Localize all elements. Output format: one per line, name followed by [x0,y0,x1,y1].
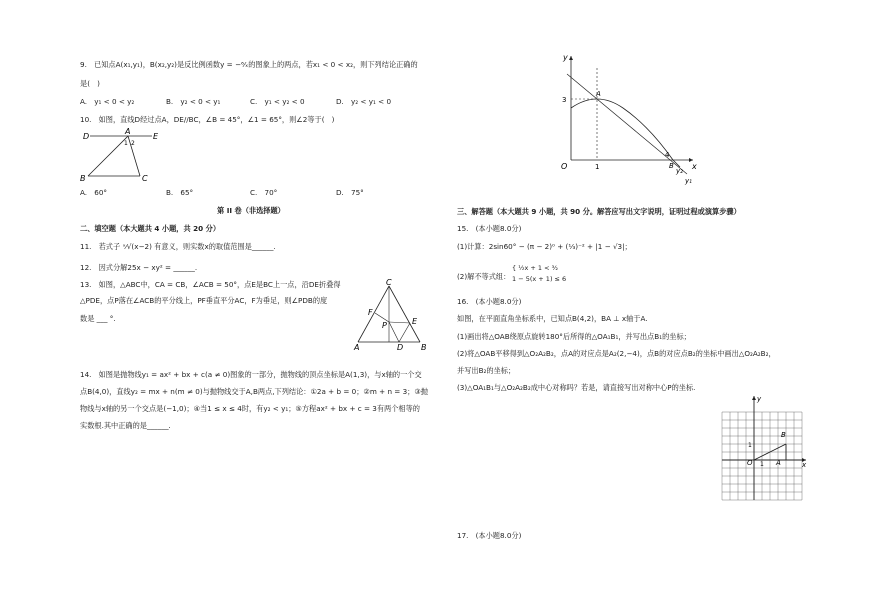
q15-inequality-2: 1 − 5(x + 1) ≤ 6 [512,275,567,283]
side-ca [358,286,389,342]
q13-line-1: 13. 如图，△ABC中，CA = CB，∠ACB = 50°，点E是BC上一点，沿DE折叠得 [80,280,341,289]
label-e: E [412,317,418,326]
label-b: B [421,343,427,352]
label-f: F [368,308,373,317]
parabola-y1 [571,99,680,167]
q9-text: 9. 已知点A(x₁,y₁)，B(x₂,y₂)是反比例函数y = −⁶⁄ₓ的图象上的两点，若x₁ < 0 < x₂，则下列结论正确的 [80,60,418,69]
label-b: B [781,431,786,439]
q16-line-1: 如图，在平面直角坐标系中，已知点B(4,2)，BA ⊥ x轴于A. [457,314,648,323]
segment-ed [399,323,410,342]
q14-line-2: 点B(4,0)，直线y₂ = mx + n(m ≠ 0)与抛物线交于A,B两点,下列结论：①2a + b = 0；②m + n = 3；③抛 [80,387,428,396]
label-origin: O [747,459,753,467]
label-a: A [354,343,360,352]
label-y2: y₂ [676,167,683,175]
q14-line-3: 物线与x轴的另一个交点是(−1,0)；④当1 ≤ x ≤ 4时，有y₂ < y₁；⑤方程ax² + bx + c = 3有两个相等的 [80,404,420,413]
side-ab [88,136,128,176]
q9-option-d: D. y₂ < y₁ < 0 [336,97,392,106]
side-cb [389,286,420,342]
q13-line-2: △PDE，点P落在∠ACB的平分线上，PF垂直平分AC，F为垂足，则∠PDB的度 [80,296,328,305]
label-1: 1 [595,163,600,171]
q9-option-b: B. y₂ < 0 < y₁ [166,97,221,106]
y-axis-arrow [569,56,573,60]
label-y: y [757,395,762,403]
q10-text: 10. 如图，直线D经过点A，DE//BC，∠B = 45°，∠1 = 65°，则∠2等于( ) [80,115,335,124]
q15-part-2-label: (2)解不等式组： [457,272,511,281]
label-c: C [386,278,392,287]
label-b: B [669,162,674,170]
coordinate-grid-figure [718,392,810,504]
line-y2 [567,74,687,174]
q10-option-c: C. 70° [250,188,278,197]
q15-header: 15. (本小题8.0分) [457,224,522,233]
label-y1: y₁ [685,177,692,185]
label-x: x [802,461,807,469]
q14-line-1: 14. 如图是抛物线y₁ = ax² + bx + c(a ≠ 0)图象的一部分，抛物线的顶点坐标是A(1,3)，与x轴的一个交 [80,370,422,379]
q10-option-b: B. 65° [166,188,194,197]
segment-pe [389,322,410,323]
q13-triangle-figure [350,278,432,352]
q9-option-c: C. y₁ < y₂ < 0 [250,97,305,106]
q16-line-5: (3)△OA₁B₁与△O₂A₂B₂成中心对称吗？若是，请直接写出对称中心P的坐标. [457,383,696,392]
label-a: A [596,90,601,98]
q11-text: 11. 若式子 ˣ⁄√(x−2) 有意义，则实数x的取值范围是______. [80,242,276,251]
label-e: E [153,132,159,141]
label-b: B [80,174,86,183]
q17-header: 17. (本小题8.0分) [457,531,522,540]
fill-blank-section-title: 二、填空题（本大题共 4 小题，共 20 分） [80,224,221,233]
q10-triangle-figure [80,126,170,184]
parabola-graph-figure [555,50,700,185]
label-x-1: 1 [760,461,764,468]
q16-line-3: (2)将△OAB平移得到△O₂A₂B₂，点A的对应点是A₂(2,−4)，点B的对应点B₂的坐标中画出△O₂A₂B₂， [457,349,776,358]
q16-line-4: 并写出B₂的坐标； [457,366,516,375]
q10-option-a: A. 60° [80,188,108,197]
label-d: D [397,343,404,352]
label-d: D [83,132,90,141]
label-x: x [692,162,697,171]
q9-text-cont: 是( ) [80,79,100,88]
label-a: A [776,459,781,467]
q16-line-2: (1)画出将△OAB绕原点旋转180°后所得的△OA₁B₁，并写出点B₁的坐标； [457,332,691,341]
angle-label-2: 2 [131,140,135,147]
answer-section-title: 三、解答题（本大题共 9 小题，共 90 分。解答应写出文字说明，证明过程或演算步骤） [457,207,741,216]
section-2-title: 第 II 卷（非选择题） [217,206,285,215]
y-axis-arrow [752,396,756,400]
label-origin: O [561,162,568,171]
label-p: P [382,321,387,330]
q10-option-d: D. 75° [336,188,364,197]
label-a: A [125,127,131,136]
angle-label-1: 1 [124,140,128,147]
label-y: y [563,53,568,62]
q9-option-a: A. y₁ < 0 < y₂ [80,97,135,106]
q12-text: 12. 因式分解25x − xy² = ______. [80,263,198,272]
q16-header: 16. (本小题8.0分) [457,297,522,306]
q13-line-3: 数是 ___ °. [80,314,116,323]
label-4: 4 [665,151,670,159]
label-3: 3 [562,96,567,104]
segment-pd [389,322,399,342]
label-c: C [142,174,148,183]
label-y-1: 1 [748,442,752,449]
q15-inequality-1: { ½x + 1 < ³⁄₂ [512,264,558,272]
q15-part-1: (1)计算：2sin60° − (π − 2)⁰ + (⅓)⁻² + |1 − √3|； [457,242,632,251]
q14-line-4: 实数根.其中正确的是______. [80,421,171,430]
